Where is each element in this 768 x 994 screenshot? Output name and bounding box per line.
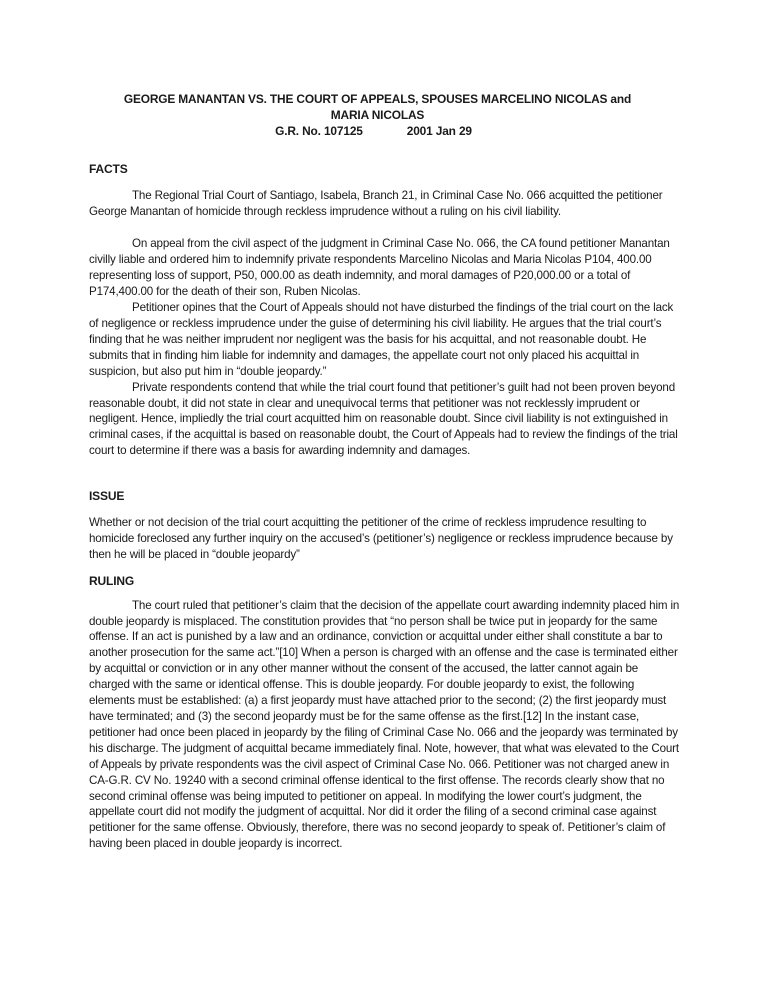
issue-heading: ISSUE xyxy=(89,489,125,504)
decision-date: 2001 Jan 29 xyxy=(406,123,472,138)
facts-paragraph-2: On appeal from the civil aspect of the judgment in Criminal Case No. 066, the CA found petitioner Manantan civilly liable and ordered him to indemnify private respondents Marcelino Nicolas and Maria Nicolas P104, 400.00 representing loss of support, P50, 000.00 as death indemnity, and moral damages of P20,000.00 or a total of P174,400.00 for the death of their son, Ruben Nicolas. xyxy=(89,237,670,299)
facts-paragraph-4: Private respondents contend that while the trial court found that petitioner’s guilt had not been proven beyond reasonable doubt, it did not state in clear and unequivocal terms that petitioner was not recklessly imprudent or negligent. Hence, impliedly the trial court acquitted him on reasonable doubt. Since civil liability is not extinguished in criminal cases, if the acquittal is based on reasonable doubt, the Court of Appeals had to review the findings of the trial court to determine if there was a basis for awarding indemnity and damages. xyxy=(89,380,678,458)
gr-number-line xyxy=(89,124,680,140)
issue-paragraph: Whether or not decision of the trial court acquitting the petitioner of the crime of reckless imprudence resulting to homicide foreclosed any further inquiry on the accused’s (petitioner’s) negligence or reckless imprudence because by then he will be placed in “double jeopardy” xyxy=(89,516,673,561)
facts-paragraph-3: Petitioner opines that the Court of Appeals should not have disturbed the findings of the trial court on the lack of negligence or reckless imprudence under the guise of determining his civil liability. He argues that the trial court’s finding that he was neither imprudent nor negligent was the basis for his acquittal, and not reasonable doubt. He submits that in finding him liable for indemnity and damages, the appellate court not only placed his acquittal in suspicion, but also put him in “double jeopardy.” xyxy=(89,301,674,378)
facts-paragraph-1: The Regional Trial Court of Santiago, Isabela, Branch 21, in Criminal Case No. 066 acquitted the petitioner George Manantan of homicide through reckless imprudence without a ruling on his civil liability. xyxy=(89,188,663,218)
facts-heading: FACTS xyxy=(89,161,128,176)
gr-number: G.R. No. 107125 xyxy=(275,123,363,138)
ruling-heading: RULING xyxy=(89,573,135,588)
case-title-line-2: MARIA NICOLAS xyxy=(330,107,425,122)
ruling-paragraph: The court ruled that petitioner’s claim that the decision of the appellate court awarding indemnity placed him in double jeopardy is misplaced. The constitution provides that “no person shall be twice put in jeopardy for the same offense. If an act is punished by a law and an ordinance, conviction or acquittal under either shall constitute a bar to another prosecution for the same act.”[10] When a person is charged with an offense and the case is terminated either by acquittal or conviction or in any other manner without the consent of the accused, the latter cannot again be charged with the same or identical offense. This is double jeopardy. For double jeopardy to exist, the following elements must be established: (a) a first jeopardy must have attached prior to the second; (2) the first jeopardy must have terminated; and (3) the second jeopardy must be for the same offense as the first.[12] In the instant case, petitioner had once been placed in jeopardy by the filing of Criminal Case No. 066 and the jeopardy was terminated by his discharge. The judgment of acquittal became immediately final. Note, however, that what was elevated to the Court of Appeals by private respondents was the civil aspect of Criminal Case No. 066. Petitioner was not charged anew in CA-G.R. CV No. 19240 with a second criminal offense identical to the first offense. The records clearly show that no second criminal offense was being imputed to petitioner on appeal. In modifying the lower court’s judgment, the appellate court did not modify the judgment of acquittal. Nor did it order the filing of a second criminal case against petitioner for the same offense. Obviously, therefore, there was no second jeopardy to speak of. Petitioner’s claim of having been placed in double jeopardy is incorrect. xyxy=(89,598,680,851)
case-title-line-1: GEORGE MANANTAN VS. THE COURT OF APPEALS, SPOUSES MARCELINO NICOLAS and xyxy=(123,92,632,106)
case-title xyxy=(89,92,680,124)
